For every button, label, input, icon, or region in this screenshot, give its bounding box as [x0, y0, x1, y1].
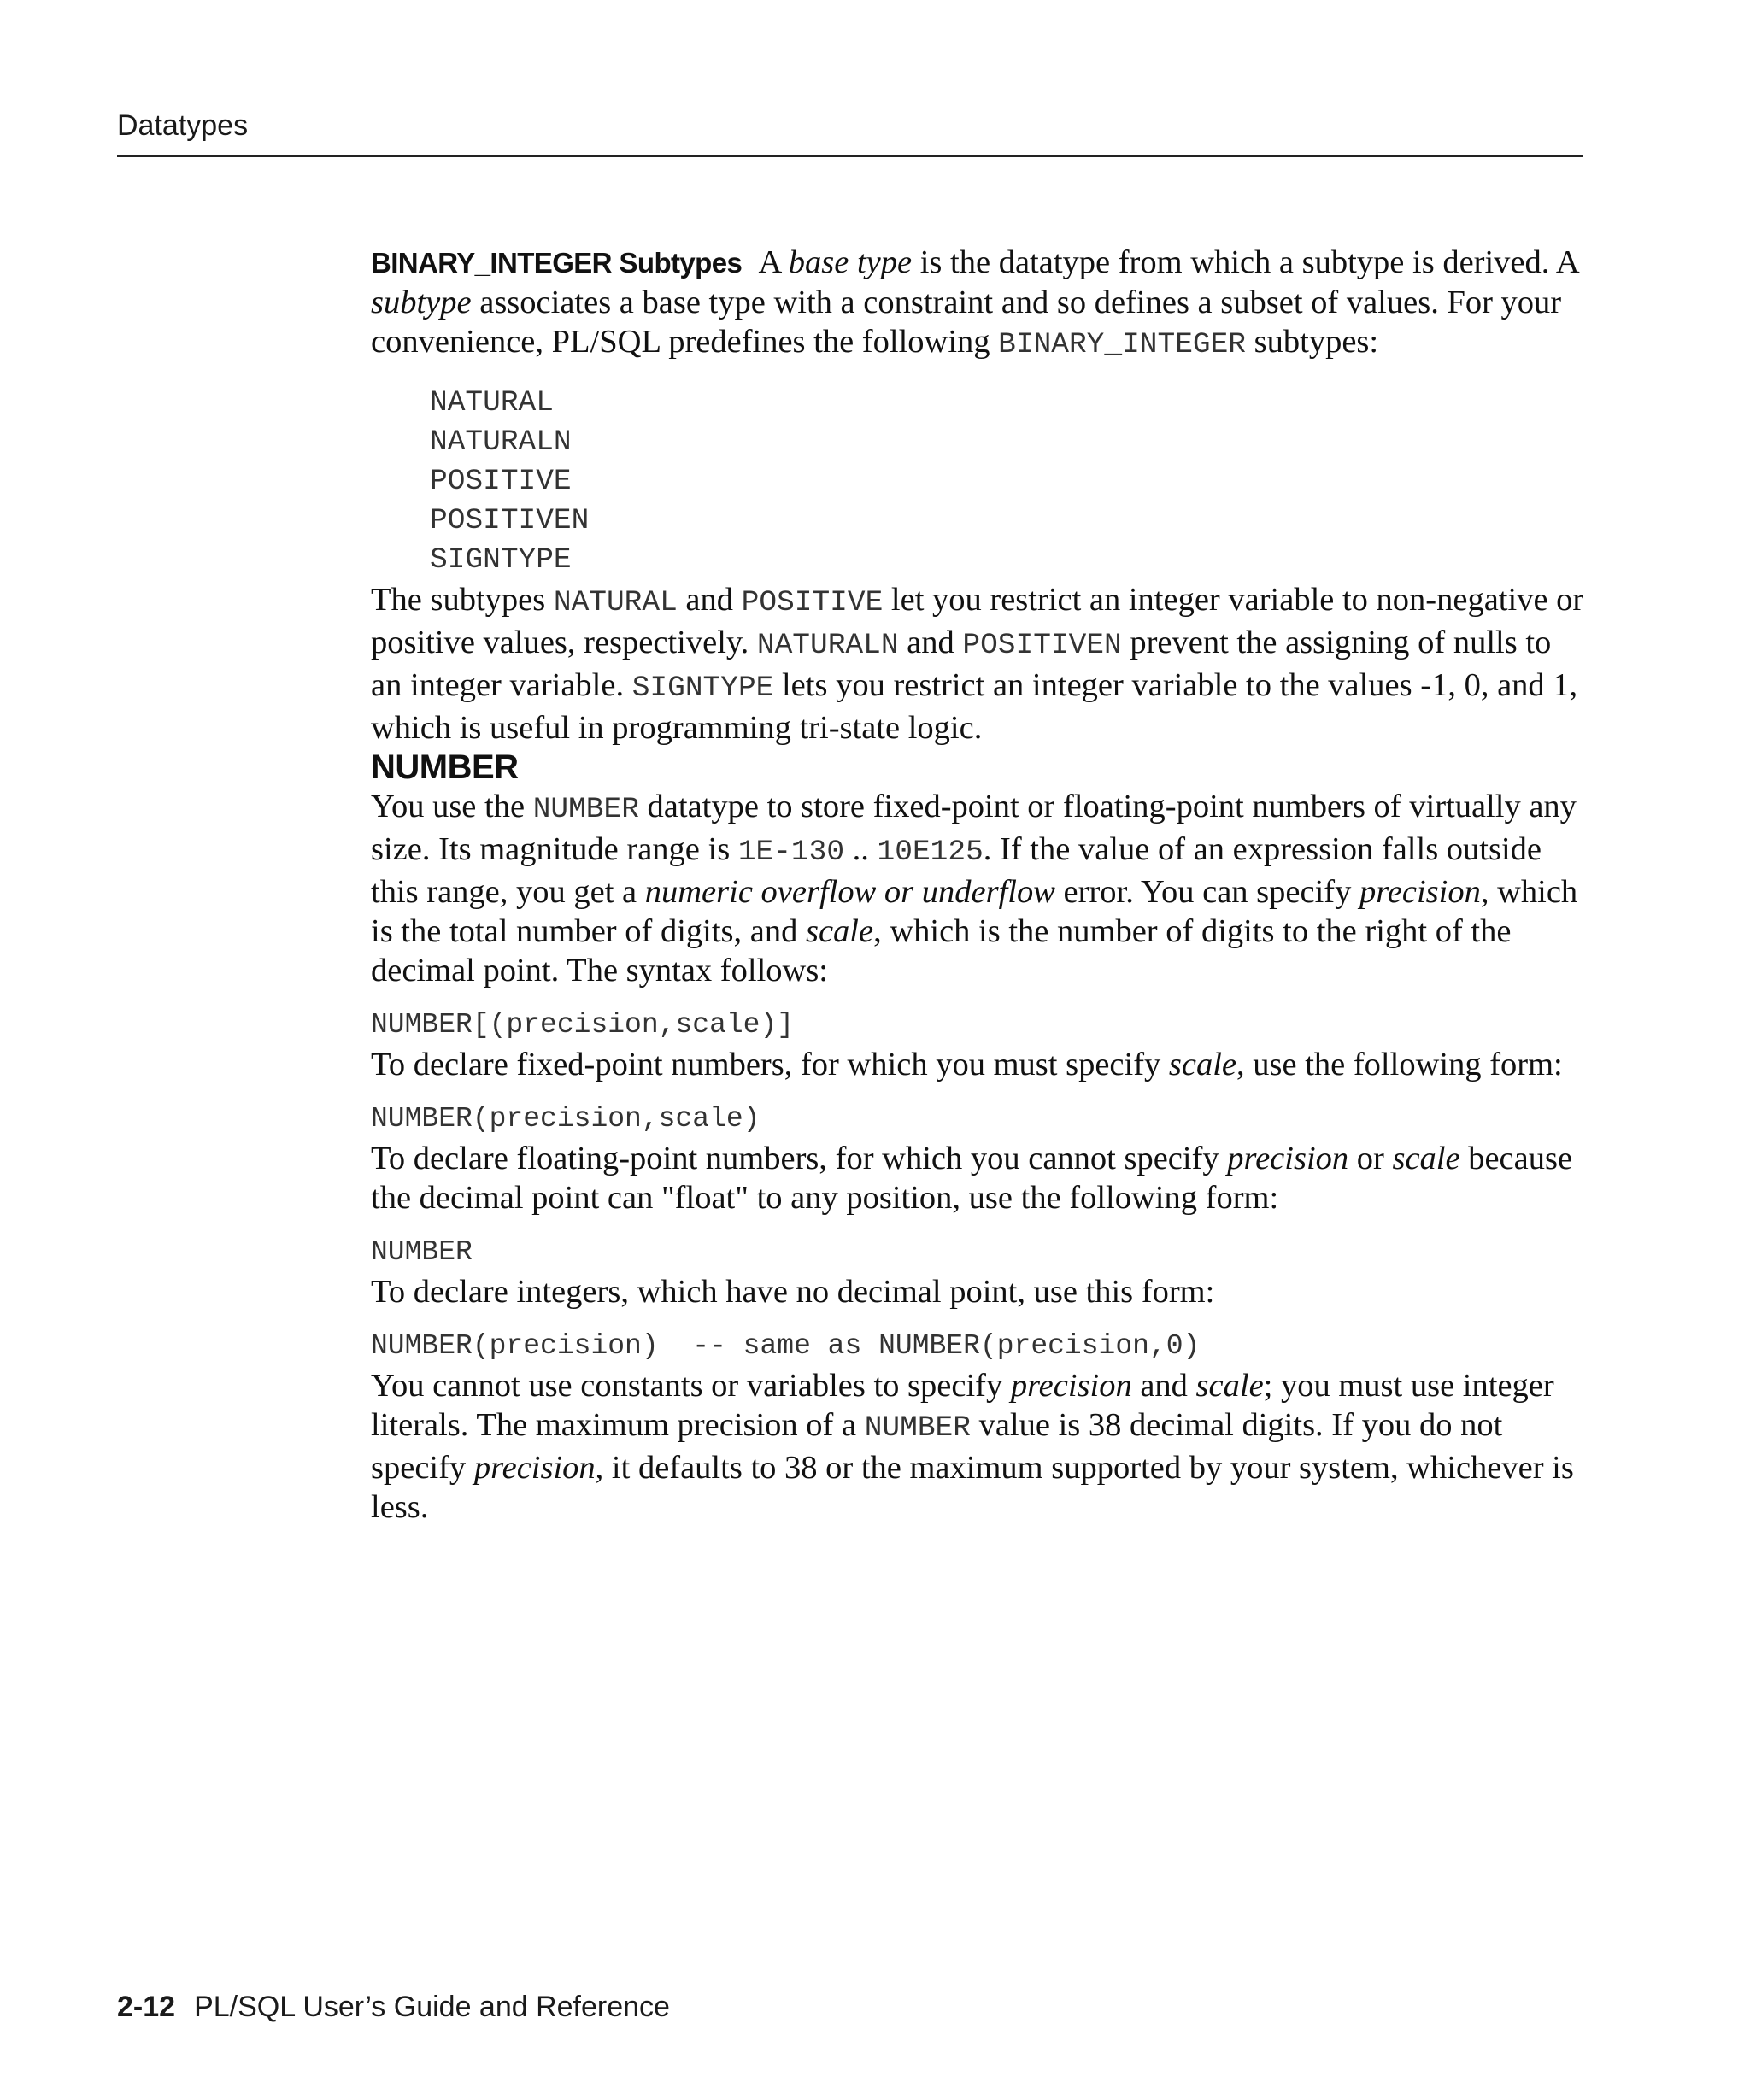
page-number: 2-12 [117, 1991, 176, 2023]
fixed-point-paragraph: To declare fixed-point numbers, for which you must specify scale, use the following form: [371, 1047, 1563, 1082]
floating-point-paragraph: To declare floating-point numbers, for which you cannot specify precision or scale because the decimal point can "float" to any position, use the following form: [371, 1141, 1573, 1216]
binary-integer-intro-paragraph: BINARY_INTEGER Subtypes A base type is the datatype from which a subtype is derived. A subtype associates a base type with a constraint and so defines a subset of values. For your convenience, PL/SQL predefines the following BINARY_INTEGER subtypes: [371, 244, 1578, 361]
subtype-item: NATURALN [430, 425, 572, 459]
number-section-heading: NUMBER [371, 748, 519, 786]
subtype-item: POSITIVE [430, 465, 572, 498]
running-header: Datatypes [117, 109, 249, 142]
page-content [371, 243, 1584, 1527]
book-title: PL/SQL User’s Guide and Reference [194, 1991, 670, 2023]
subtypes-description-paragraph: The subtypes NATURAL and POSITIVE let you restrict an integer variable to non-negative or positive values, respectively. NATURALN and POSITIVEN prevent the assigning of nulls to an integer variable. SIGNTYPE lets you restrict an integer variable to the values -1, 0, and 1, which is useful in programming tri-state logic. [371, 582, 1584, 746]
page-footer [117, 1991, 670, 2024]
number-intro-paragraph: You use the NUMBER datatype to store fixed-point or floating-point numbers of virtually any size. Its magnitude range is 1E-130 .. 10E125. If the value of an expression falls outside this range, you get a numeric overflow or underflow error. You can specify precision, which is the total number of digits, and scale, which is the number of digits to the right of the decimal point. The syntax follows: [371, 789, 1578, 988]
syntax-code-block: NUMBER[(precision,scale)] [371, 1009, 795, 1041]
integers-code-block: NUMBER(precision) -- same as NUMBER(precision,0) [371, 1330, 1201, 1362]
header-rule [117, 155, 1583, 157]
subtype-item: SIGNTYPE [430, 543, 572, 577]
subtype-item: POSITIVEN [430, 504, 590, 537]
binary-integer-subtypes-heading: BINARY_INTEGER Subtypes [371, 247, 743, 279]
precision-rules-paragraph: You cannot use constants or variables to specify precision and scale; you must use integer literals. The maximum precision of a NUMBER value is 38 decimal digits. If you do not specify precision, it defaults to 38 or the maximum supported by your system, whichever is less. [371, 1368, 1574, 1525]
floating-point-code-block: NUMBER [371, 1236, 473, 1268]
integers-paragraph: To declare integers, which have no decimal point, use this form: [371, 1274, 1215, 1310]
subtype-list [371, 384, 1584, 580]
subtype-item: NATURAL [430, 386, 554, 419]
fixed-point-code-block: NUMBER(precision,scale) [371, 1103, 760, 1135]
